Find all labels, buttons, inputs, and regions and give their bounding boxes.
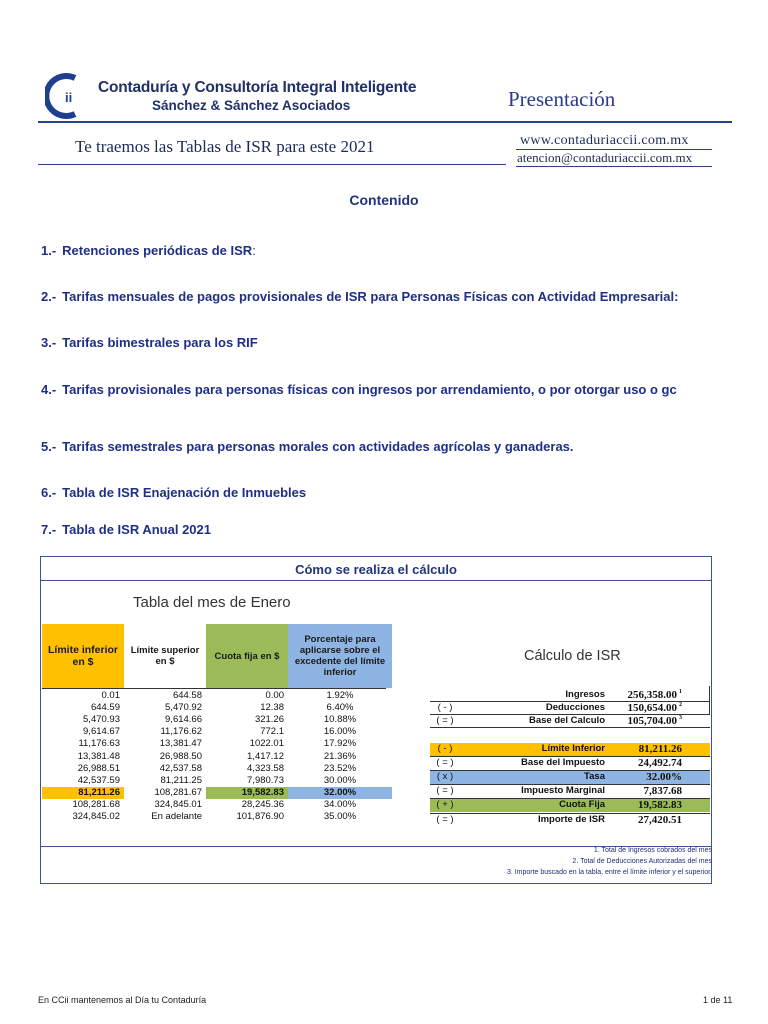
calc-label: Ingresos bbox=[565, 689, 605, 700]
column-header-upper-limit: Límite superior en $ bbox=[124, 624, 206, 688]
cell-lower-limit: 11,176.63 bbox=[78, 738, 120, 750]
table-row bbox=[42, 714, 392, 726]
footnote-marker: 3 bbox=[679, 715, 682, 722]
calc-value-text: 150,654.00 bbox=[627, 702, 677, 714]
table-row bbox=[42, 763, 392, 775]
contents-item-4[interactable] bbox=[41, 382, 709, 397]
calc-label: Base del Calculo bbox=[528, 715, 605, 726]
calculation-title: Cálculo de ISR bbox=[524, 648, 621, 664]
calc-label: Cuota Fija bbox=[559, 799, 605, 810]
calc-value-text: 19,582.83 bbox=[638, 799, 682, 811]
item-suffix: : bbox=[252, 243, 256, 258]
table-row bbox=[42, 702, 392, 714]
calc-value bbox=[610, 814, 706, 826]
footnote-marker: 1 bbox=[679, 689, 682, 696]
email-underline bbox=[516, 166, 712, 167]
cell-fixed-fee: 4,323.58 bbox=[247, 762, 284, 774]
cell-upper-limit: 13,381.47 bbox=[159, 738, 202, 750]
cell-fixed-fee: 12.38 bbox=[260, 702, 284, 714]
calc-separator bbox=[430, 784, 710, 785]
cell-percentage: 16.00% bbox=[323, 726, 357, 738]
item-text: Tarifas semestrales para personas morales con actividades agrícolas y ganaderas. bbox=[62, 439, 574, 454]
website-link[interactable]: www.contaduriaccii.com.mx bbox=[520, 133, 689, 148]
calc-label: Tasa bbox=[584, 771, 605, 782]
item-text: Tarifas bimestrales para los RIF bbox=[62, 335, 258, 350]
calc-operator: ( - ) bbox=[437, 702, 453, 713]
table-row bbox=[42, 775, 392, 787]
tagline: Te traemos las Tablas de ISR para este 2021 bbox=[75, 137, 375, 156]
cell-fixed-fee: 28,245.36 bbox=[241, 798, 284, 810]
calc-separator bbox=[430, 727, 710, 728]
cell-lower-limit: 13,381.48 bbox=[77, 750, 120, 762]
calc-value bbox=[610, 757, 706, 769]
cell-lower-limit: 644.59 bbox=[90, 702, 120, 714]
note-3: 3. Importe buscado en la tabla, entre el límite inferior y el superior. bbox=[506, 869, 712, 876]
cell-fixed-fee: 0.00 bbox=[265, 690, 284, 702]
header-divider bbox=[38, 121, 732, 123]
cell-percentage: 34.00% bbox=[323, 798, 357, 810]
calc-row bbox=[430, 799, 710, 812]
table-row bbox=[42, 726, 392, 738]
cell-lower-limit: 81,211.26 bbox=[42, 787, 124, 799]
cell-upper-limit: 81,211.25 bbox=[160, 774, 202, 786]
calc-value bbox=[610, 702, 706, 714]
cell-percentage: 10.88% bbox=[323, 714, 357, 726]
tax-table-title: Tabla del mes de Enero bbox=[133, 594, 291, 611]
calc-value bbox=[610, 689, 706, 701]
calc-value bbox=[610, 785, 706, 797]
calc-value-text: 7,837.68 bbox=[643, 785, 682, 797]
company-subtitle: Sánchez & Sánchez Asociados bbox=[152, 98, 351, 113]
calc-row bbox=[430, 771, 710, 784]
column-header-fixed-fee: Cuota fija en $ bbox=[206, 624, 288, 688]
table-row bbox=[42, 811, 392, 823]
calc-bracket bbox=[709, 686, 710, 714]
cell-fixed-fee: 772.1 bbox=[260, 726, 284, 738]
item-number: 2.- bbox=[41, 289, 57, 304]
cell-lower-limit: 324,845.02 bbox=[72, 810, 120, 822]
calc-operator: ( = ) bbox=[436, 757, 454, 768]
cell-fixed-fee: 1,417.12 bbox=[247, 750, 284, 762]
calc-separator bbox=[430, 756, 710, 757]
calc-value-text: 105,704.00 bbox=[627, 715, 677, 727]
cell-upper-limit: 42,537.58 bbox=[159, 762, 202, 774]
cell-percentage: 17.92% bbox=[323, 738, 357, 750]
table-row bbox=[42, 738, 392, 750]
calc-value bbox=[610, 771, 706, 783]
calc-label: Impuesto Marginal bbox=[521, 785, 605, 796]
cell-percentage: 35.00% bbox=[323, 810, 357, 822]
calc-separator bbox=[430, 701, 710, 702]
cell-percentage: 32.00% bbox=[288, 787, 392, 799]
company-name: Contaduría y Consultoría Integral Inteligente bbox=[98, 79, 417, 96]
cell-upper-limit: 11,176.62 bbox=[160, 726, 202, 738]
calc-row bbox=[430, 814, 710, 827]
calc-value-text: 27,420.51 bbox=[638, 814, 682, 826]
contents-item-7[interactable] bbox=[41, 522, 211, 537]
cell-fixed-fee: 19,582.83 bbox=[206, 787, 288, 799]
email-link[interactable]: atencion@contaduriaccii.com.mx bbox=[517, 150, 693, 165]
footer-slogan: En CCii mantenemos al Día tu Contaduría bbox=[38, 995, 207, 1005]
calc-label: Deducciones bbox=[545, 702, 605, 713]
calc-value-text: 81,211.26 bbox=[638, 743, 682, 755]
table-header-divider bbox=[42, 688, 386, 689]
calc-row bbox=[430, 757, 710, 770]
calc-value-text: 24,492.74 bbox=[638, 757, 682, 769]
page-number: 1 de 11 bbox=[703, 995, 733, 1005]
item-text: Tabla de ISR Anual 2021 bbox=[62, 522, 211, 537]
contents-title: Contenido bbox=[349, 192, 419, 208]
footnote-marker: 2 bbox=[679, 702, 682, 709]
cell-lower-limit: 108,281.68 bbox=[72, 798, 120, 810]
calc-row bbox=[430, 715, 710, 728]
column-header-lower-limit: Límite inferior en $ bbox=[42, 624, 124, 688]
calc-separator bbox=[430, 770, 710, 771]
calc-label: Base del Impuesto bbox=[521, 757, 605, 768]
item-number: 7.- bbox=[41, 522, 57, 537]
calc-value bbox=[610, 743, 706, 755]
isr-tax-table bbox=[42, 624, 392, 823]
calc-value bbox=[610, 715, 706, 727]
cell-fixed-fee: 7,980.73 bbox=[247, 774, 284, 786]
cell-lower-limit: 9,614.67 bbox=[83, 726, 120, 738]
cell-lower-limit: 5,470.93 bbox=[83, 714, 120, 726]
item-number: 5.- bbox=[41, 439, 57, 454]
item-number: 6.- bbox=[41, 485, 57, 500]
item-text: Tarifas mensuales de pagos provisionales de ISR para Personas Físicas con Actividad Empresarial: bbox=[62, 289, 679, 304]
cell-lower-limit: 42,537.59 bbox=[77, 774, 120, 786]
cell-percentage: 1.92% bbox=[326, 690, 354, 702]
item-text: Tarifas provisionales para personas físicas con ingresos por arrendamiento, o por otorgar uso o gc bbox=[62, 382, 677, 397]
calc-row bbox=[430, 785, 710, 798]
note-2: 2. Total de Deducciones Autorizadas del mes bbox=[572, 858, 712, 865]
calc-separator bbox=[430, 798, 710, 799]
contents-item-1[interactable] bbox=[41, 243, 256, 258]
cell-percentage: 21.36% bbox=[323, 750, 357, 762]
calc-row bbox=[430, 702, 710, 715]
calc-operator: ( = ) bbox=[436, 785, 454, 796]
presentation-title: Presentación bbox=[508, 87, 616, 111]
cell-upper-limit: 644.58 bbox=[172, 690, 202, 702]
column-header-percentage: Porcentaje para aplicarse sobre el excedente del límite inferior bbox=[288, 624, 392, 688]
calc-separator bbox=[430, 813, 710, 814]
contents-item-6[interactable] bbox=[41, 485, 306, 500]
cell-upper-limit: 9,614.66 bbox=[165, 714, 202, 726]
cell-upper-limit: 324,845.01 bbox=[154, 798, 202, 810]
cell-percentage: 23.52% bbox=[323, 762, 357, 774]
cell-upper-limit: 5,470.92 bbox=[165, 702, 202, 714]
calc-label: Importe de ISR bbox=[537, 814, 605, 825]
contents-item-3[interactable] bbox=[41, 335, 258, 350]
cell-percentage: 30.00% bbox=[323, 774, 357, 786]
calc-separator bbox=[430, 714, 710, 715]
cell-upper-limit: 108,281.67 bbox=[154, 786, 202, 798]
cell-fixed-fee: 1022.01 bbox=[249, 738, 284, 750]
cell-upper-limit: En adelante bbox=[151, 810, 202, 822]
cell-fixed-fee: 101,876.90 bbox=[236, 810, 284, 822]
cell-percentage: 6.40% bbox=[326, 702, 354, 714]
cell-lower-limit: 0.01 bbox=[101, 690, 120, 702]
svg-text:ii: ii bbox=[65, 90, 73, 105]
calc-value bbox=[610, 799, 706, 811]
calc-value-text: 32.00% bbox=[646, 771, 682, 783]
table-row bbox=[42, 688, 392, 702]
item-text: Retenciones periódicas de ISR bbox=[62, 243, 253, 258]
calc-operator: ( x ) bbox=[436, 771, 454, 782]
box-title-divider bbox=[41, 580, 711, 581]
calculation-box-title: Cómo se realiza el cálculo bbox=[295, 562, 457, 577]
calc-row bbox=[430, 743, 710, 756]
calc-operator: ( + ) bbox=[436, 799, 454, 810]
ccii-logo bbox=[45, 72, 93, 120]
calc-operator: ( = ) bbox=[436, 814, 454, 825]
contents-item-5[interactable] bbox=[41, 439, 574, 454]
cell-fixed-fee: 321.26 bbox=[254, 714, 284, 726]
tagline-underline bbox=[38, 164, 506, 165]
table-row bbox=[42, 750, 392, 762]
cell-upper-limit: 26,988.50 bbox=[159, 750, 202, 762]
calc-label: Límite Inferior bbox=[541, 743, 605, 754]
table-row bbox=[42, 799, 392, 811]
cell-lower-limit: 26,988.51 bbox=[77, 762, 120, 774]
calc-operator: ( - ) bbox=[437, 743, 453, 754]
item-number: 1.- bbox=[41, 243, 57, 258]
table-row bbox=[42, 787, 392, 799]
calc-row bbox=[430, 689, 710, 702]
item-number: 3.- bbox=[41, 335, 57, 350]
contents-item-2[interactable] bbox=[41, 289, 678, 304]
item-text: Tabla de ISR Enajenación de Inmuebles bbox=[62, 485, 307, 500]
calc-operator: ( = ) bbox=[436, 715, 454, 726]
calc-value-text: 256,358.00 bbox=[627, 689, 677, 701]
note-1: 1. Total de Ingresos cobrados del mes bbox=[593, 847, 712, 854]
item-number: 4.- bbox=[41, 382, 57, 397]
